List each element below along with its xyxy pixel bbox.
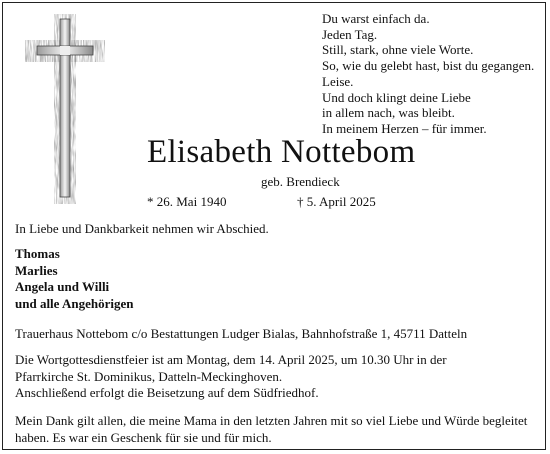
thanks-line: haben. Es war ein Geschenk für sie und für mich.: [15, 429, 272, 445]
poem-line: Still, stark, ohne viele Worte.: [322, 42, 474, 58]
poem-line: Und doch klingt deine Liebe: [322, 89, 471, 105]
mourner: Thomas: [15, 246, 60, 261]
service-line: Die Wortgottesdienstfeier ist am Montag, dem 14. April 2025, um 10.30 Uhr in der: [15, 352, 447, 367]
birth-name: geb. Brendieck: [261, 174, 340, 189]
poem-line: So, wie du gelebt hast, bist du gegangen.: [322, 58, 535, 74]
mourners-list: [15, 246, 133, 312]
death-date: † 5. April 2025: [297, 194, 376, 209]
deceased-name: Elisabeth Nottebom: [147, 134, 416, 170]
cross-icon: [20, 14, 110, 204]
poem-line: in allem nach, was bleibt.: [322, 105, 455, 121]
poem-line: Du warst einfach da.: [322, 11, 430, 26]
thanks-line: Mein Dank gilt allen, die meine Mama in den letzten Jahren mit so viel Liebe und Würde begleitet: [15, 413, 528, 428]
poem: [322, 11, 534, 137]
service-info: [15, 352, 447, 385]
burial-info: Anschließend erfolgt die Beisetzung auf dem Südfriedhof.: [15, 385, 319, 400]
poem-line: Jeden Tag.: [322, 26, 378, 42]
birth-date: * 26. Mai 1940: [147, 194, 227, 209]
poem-line: In meinem Herzen – für immer.: [322, 120, 487, 136]
mourner: und alle Angehörigen: [15, 295, 134, 311]
service-line: Pfarrkirche St. Dominikus, Datteln-Meckinghoven.: [15, 368, 283, 384]
farewell-text: In Liebe und Dankbarkeit nehmen wir Abschied.: [15, 221, 269, 236]
mourner: Angela und Willi: [15, 279, 110, 294]
thanks-text: [15, 413, 527, 446]
mourner: Marlies: [15, 262, 58, 278]
poem-line: Leise.: [322, 73, 354, 89]
mourning-house: Trauerhaus Nottebom c/o Bestattungen Ludger Bialas, Bahnhofstraße 1, 45711 Datteln: [15, 326, 468, 341]
